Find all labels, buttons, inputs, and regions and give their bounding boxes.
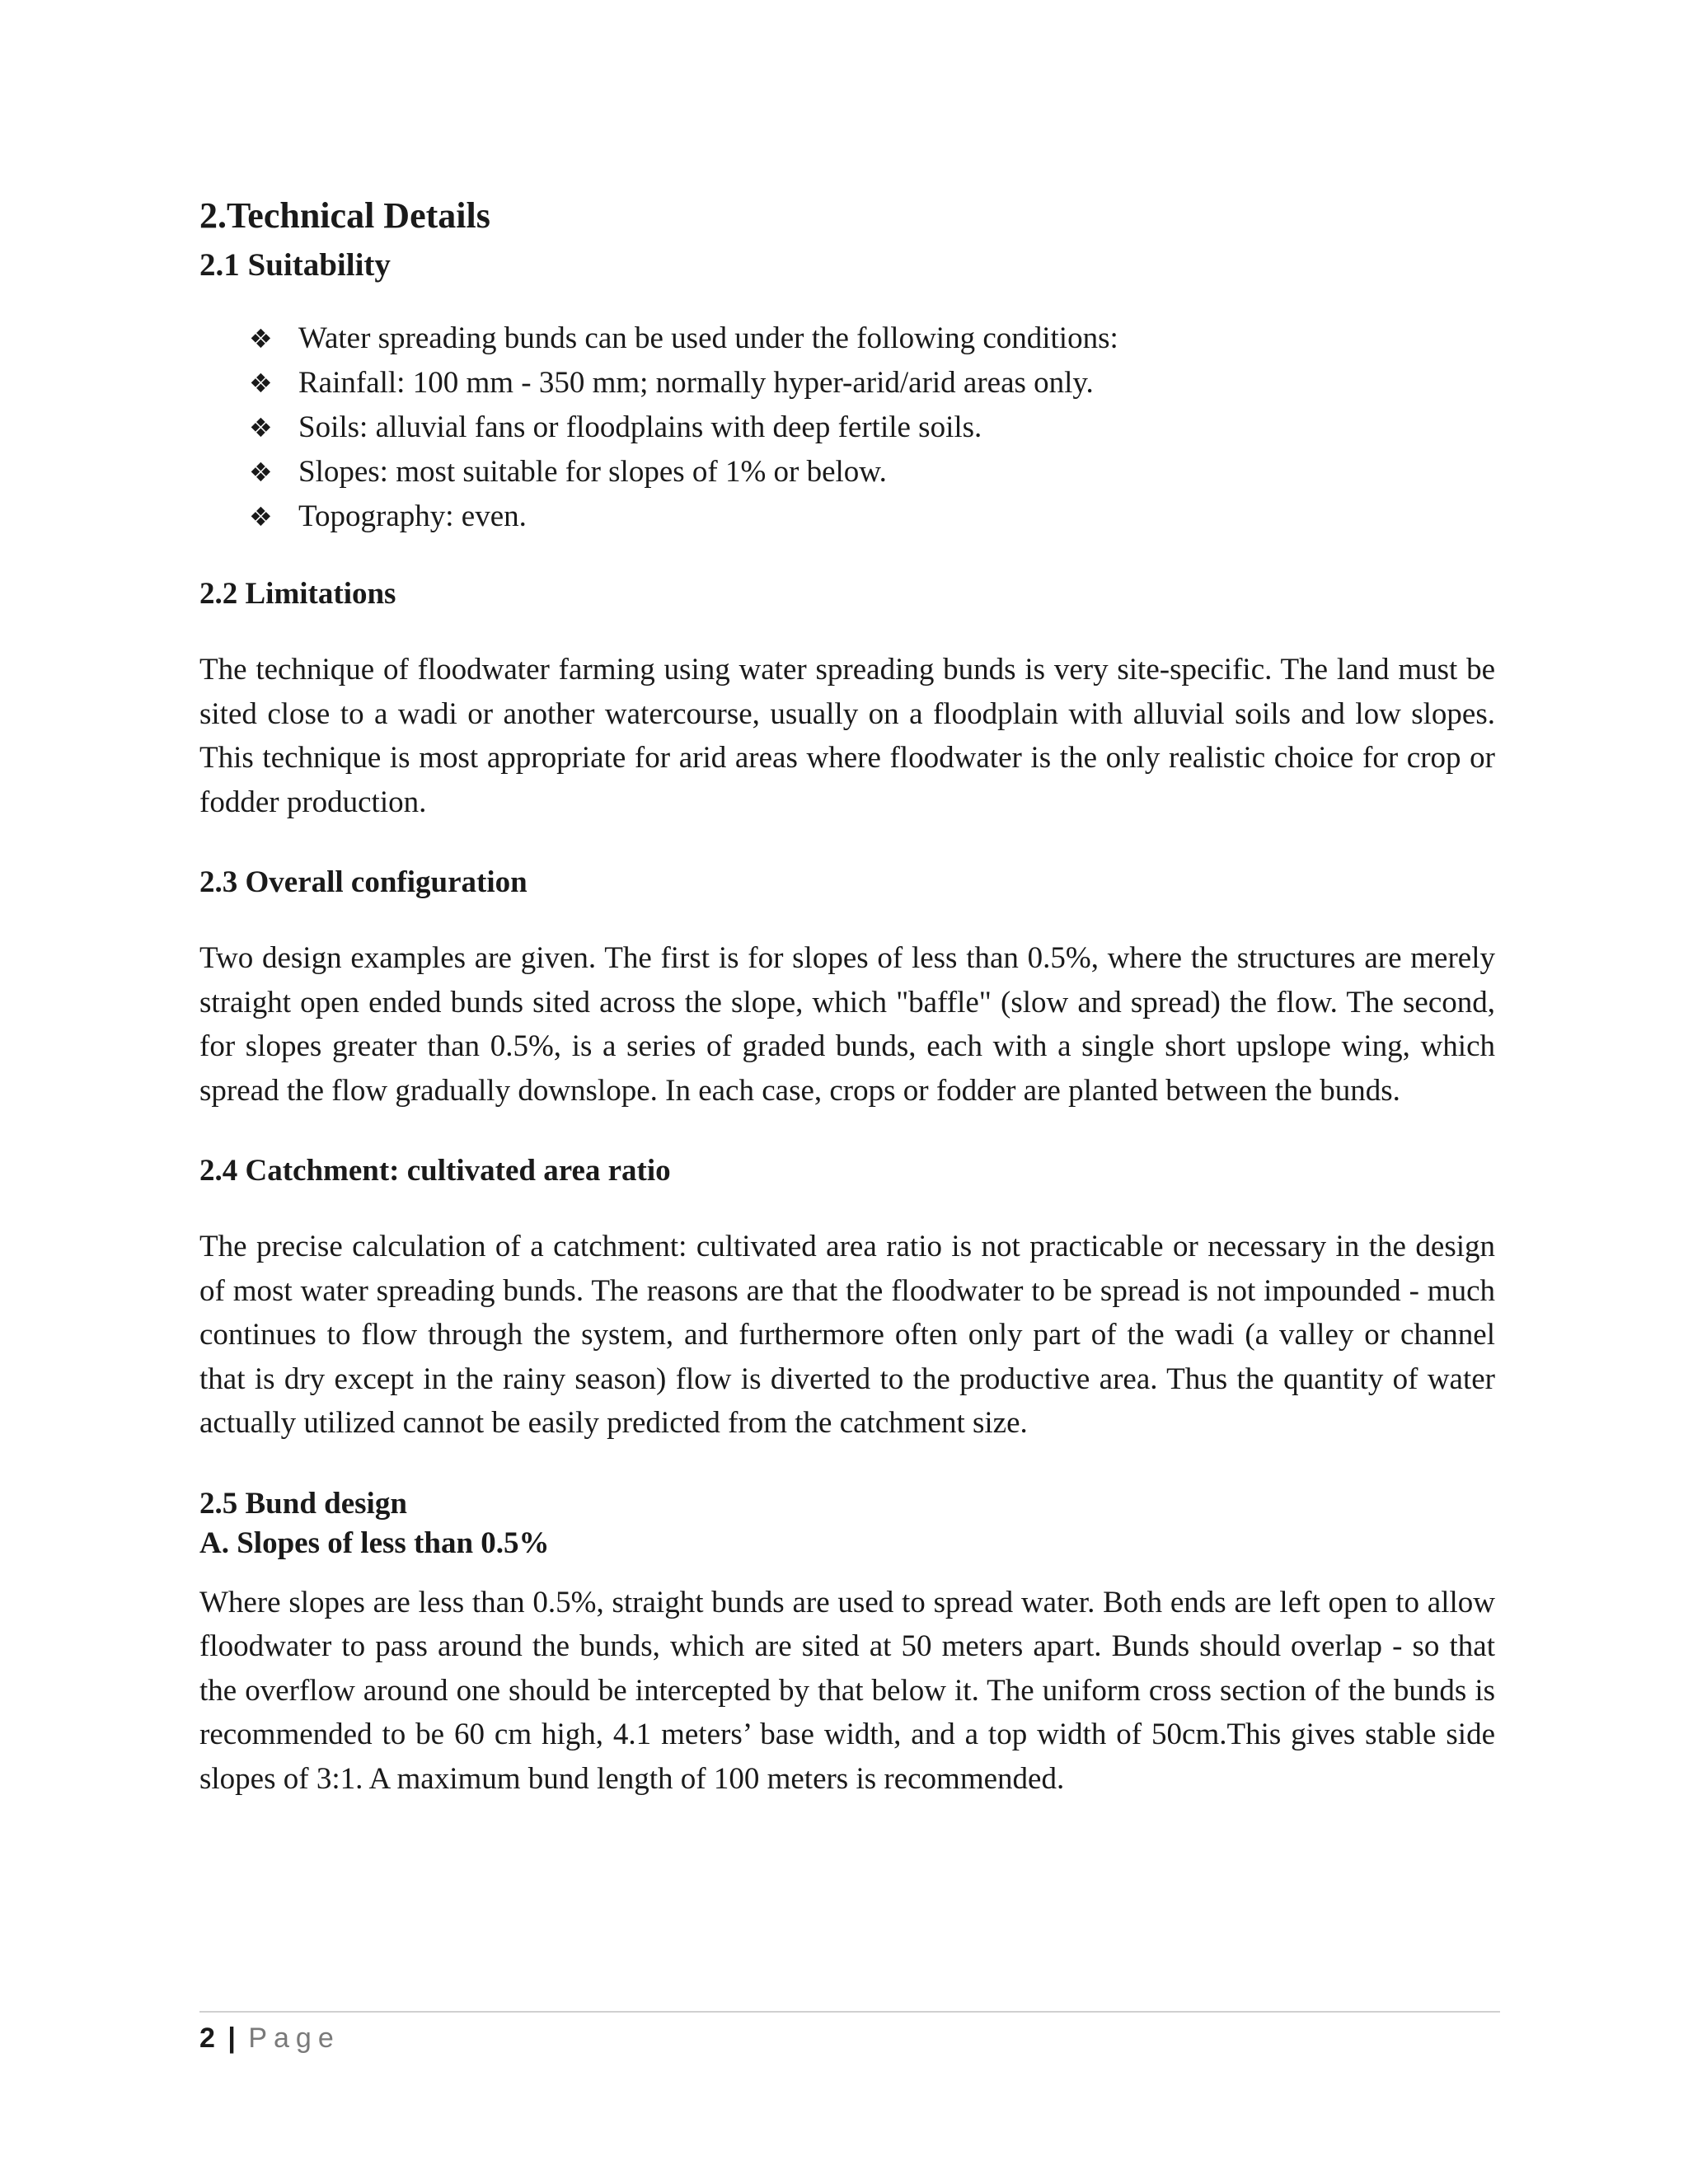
configuration-paragraph: Two design examples are given. The first is for slopes of less than 0.5%, where the structures are merely straight open ended bunds sited across the slope, which "baffle" (slow and spread) the flow. The second, for slopes greater than 0.5%, is a series of graded bunds, each with a single short upslope wing, which spread the flow gradually downslope. In each case, crops or fodder are planted between the bunds. [199, 941, 1495, 1108]
subsection-heading-slopes-less: A. Slopes of less than 0.5% [199, 1526, 550, 1560]
list-item-text: Water spreading bunds can be used under the following conditions: [298, 321, 1118, 355]
list-item-text: Soils: alluvial fans or floodplains with deep fertile soils. [298, 410, 982, 444]
list-item-text: Rainfall: 100 mm - 350 mm; normally hyper-arid/arid areas only. [298, 366, 1094, 400]
four-diamond-bullet-icon: ❖ [249, 368, 273, 399]
section-heading-limitations: 2.2 Limitations [199, 577, 396, 611]
section-heading-overall-configuration: 2.3 Overall configuration [199, 865, 528, 899]
list-item-text: Topography: even. [298, 499, 527, 533]
list-item [249, 450, 1495, 494]
limitations-paragraph: The technique of floodwater farming using water spreading bunds is very site-specific. The land must be sited close to a wadi or another watercourse, usually on a floodplain with alluvial soils and low slopes. This technique is most appropriate for arid areas where floodwater is the only realistic choice for crop or fodder production. [199, 653, 1495, 819]
four-diamond-bullet-icon: ❖ [249, 323, 273, 354]
list-item [249, 405, 1495, 450]
section-heading-catchment-ratio: 2.4 Catchment: cultivated area ratio [199, 1154, 671, 1188]
four-diamond-bullet-icon: ❖ [249, 501, 273, 532]
four-diamond-bullet-icon: ❖ [249, 457, 273, 488]
footer-separator: | [227, 2022, 236, 2054]
list-item [249, 316, 1495, 361]
catchment-paragraph: The precise calculation of a catchment: cultivated area ratio is not practicable or necessary in the design of most water spreading bunds. The reasons are that the floodwater to be spread is not impounded - much continues to flow through the system, and furthermore often only part of the wadi (a valley or channel that is dry except in the rainy season) flow is diverted to the productive area. Thus the quantity of water actually utilized cannot be easily predicted from the catchment size. [199, 1230, 1495, 1440]
list-item [249, 361, 1495, 405]
list-item-text: Slopes: most suitable for slopes of 1% or below. [298, 455, 887, 489]
bund-design-paragraph: Where slopes are less than 0.5%, straight bunds are used to spread water. Both ends are left open to allow floodwater to pass around the bunds, which are sited at 50 meters apart. Bunds should overlap - so that the overflow around one should be intercepted by that below it. The uniform cross section of the bunds is recommended to be 60 cm high, 4.1 meters’ base width, and a top width of 50cm.This gives stable side slopes of 3:1. A maximum bund length of 100 meters is recommended. [199, 1585, 1495, 1796]
page-label: Page [248, 2022, 340, 2054]
page-number: 2 [199, 2022, 215, 2054]
document-title: 2.Technical Details [199, 195, 490, 236]
page-footer [199, 2011, 1500, 2055]
suitability-list [199, 316, 1495, 539]
section-heading-bund-design: 2.5 Bund design [199, 1486, 407, 1521]
list-item [249, 494, 1495, 539]
document-page [199, 191, 1495, 1801]
four-diamond-bullet-icon: ❖ [249, 412, 273, 443]
section-heading-suitability: 2.1 Suitability [199, 247, 391, 283]
